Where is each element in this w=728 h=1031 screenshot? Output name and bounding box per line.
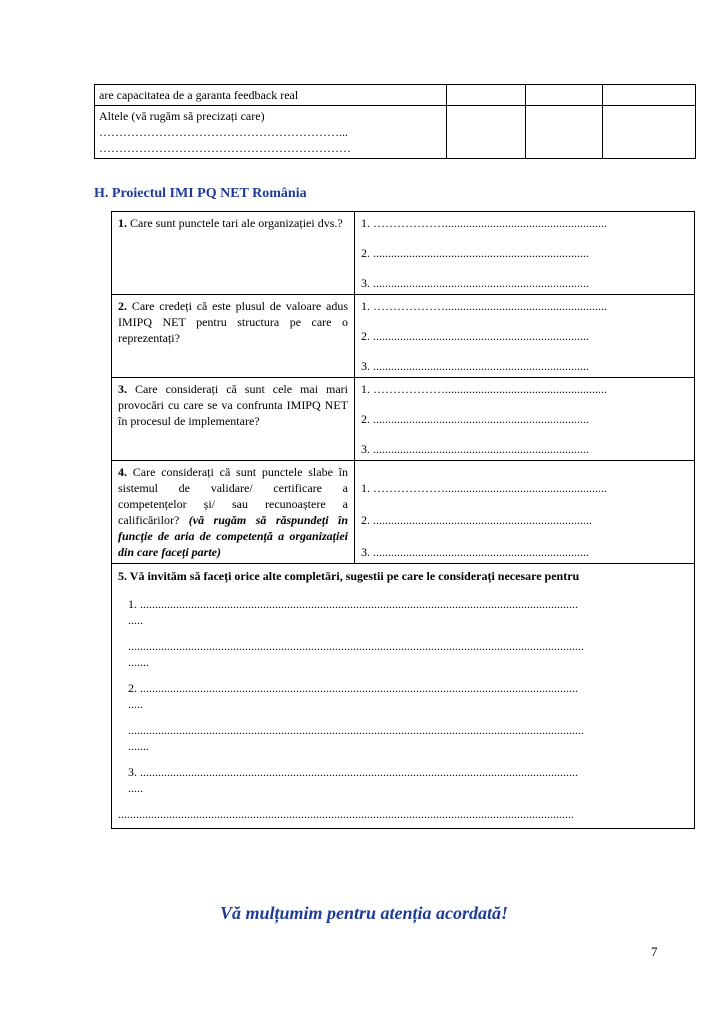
- answer-cell: [355, 212, 695, 295]
- previous-section-table: [94, 84, 696, 159]
- question-row: [112, 378, 695, 461]
- question-row: [112, 461, 695, 564]
- answer-line[interactable]: 3. ........................................................................: [361, 545, 589, 559]
- answer-line[interactable]: 3. ........................................................................: [361, 276, 589, 290]
- answer-line[interactable]: .....: [128, 697, 143, 711]
- other-dots-line[interactable]: ………………………………………………………: [99, 141, 351, 155]
- answer-line[interactable]: ........................................................................................................................................................: [118, 807, 574, 821]
- answer-line[interactable]: ........................................................................................................................................................: [128, 639, 584, 653]
- page-number: 7: [651, 944, 658, 959]
- answer-line[interactable]: 1. ………………......................................................: [361, 481, 607, 495]
- answer-line[interactable]: 3. ..................................................................................................................................................: [128, 765, 578, 779]
- answer-line[interactable]: .......: [128, 655, 149, 669]
- question-text: Care sunt punctele tari ale organizației dvs.?: [130, 216, 343, 230]
- question-5-cell: [112, 564, 695, 829]
- answer-line[interactable]: 2. ........................................................................: [361, 329, 589, 343]
- question-text: Care considerați că sunt punctele slabe în sistemul de validare/ certificare a competențelor și/ sau recunoaștere a calificărilor?: [118, 465, 349, 527]
- question-number: 2.: [118, 299, 127, 313]
- question-number: 4.: [118, 465, 127, 479]
- answer-cell[interactable]: [526, 85, 603, 106]
- answer-cell[interactable]: [526, 106, 603, 159]
- answer-cell[interactable]: [603, 85, 696, 106]
- answer-cell: [355, 295, 695, 378]
- answer-line[interactable]: 3. ........................................................................: [361, 359, 589, 373]
- answer-line[interactable]: 1. ………………......................................................: [361, 382, 607, 396]
- section-heading: H. Proiectul IMI PQ NET România: [94, 186, 307, 201]
- answer-cell[interactable]: [447, 106, 526, 159]
- answer-cell[interactable]: [447, 85, 526, 106]
- answer-cell: [355, 378, 695, 461]
- answer-line[interactable]: 3. ........................................................................: [361, 442, 589, 456]
- other-dots-line[interactable]: ……………………………………………………...: [99, 125, 348, 139]
- question-row: [112, 295, 695, 378]
- question-cell: [112, 212, 355, 295]
- answer-line[interactable]: 2. ........................................................................: [361, 412, 589, 426]
- question-row: [112, 564, 695, 829]
- question-cell: [112, 295, 355, 378]
- other-label: Altele (vă rugăm să precizați care): [99, 109, 265, 123]
- answer-line[interactable]: 2. ..................................................................................................................................................: [128, 681, 578, 695]
- answer-line[interactable]: 2. .........................................................................: [361, 513, 592, 527]
- answer-line[interactable]: .....: [128, 781, 143, 795]
- answer-line[interactable]: 2. ........................................................................: [361, 246, 589, 260]
- table-row: [95, 85, 696, 106]
- question-cell: [112, 378, 355, 461]
- question-5-title: 5. Vă invităm să faceți orice alte completări, sugestii pe care le considerați necesare pentru: [118, 569, 580, 583]
- table-row: [95, 106, 696, 159]
- question-row: [112, 212, 695, 295]
- question-text: Care considerați că sunt cele mai mari provocări cu care se va confrunta IMIPQ NET în procesul de implementare?: [118, 382, 348, 428]
- answer-cell[interactable]: [603, 106, 696, 159]
- question-cell: [112, 461, 355, 564]
- answer-line[interactable]: 1. ..................................................................................................................................................: [128, 597, 578, 611]
- answer-line[interactable]: 1. ………………......................................................: [361, 299, 607, 313]
- answer-line[interactable]: .......: [128, 739, 149, 753]
- answer-cell: [355, 461, 695, 564]
- row-label-other: [95, 106, 447, 159]
- question-number: 3.: [118, 382, 127, 396]
- row-label: are capacitatea de a garanta feedback real: [95, 85, 447, 106]
- question-number: 1.: [118, 216, 127, 230]
- questionnaire-table: [111, 211, 695, 829]
- question-text: Care credeți că este plusul de valoare adus IMIPQ NET pentru structura pe care o reprezentați?: [118, 299, 349, 345]
- answer-line[interactable]: ........................................................................................................................................................: [128, 723, 584, 737]
- answer-line[interactable]: .....: [128, 613, 143, 627]
- question-note: (vă rugăm să răspundeți în funcție de aria de competență a organizației din care faceți parte): [118, 513, 348, 559]
- answer-line[interactable]: 1. ………………......................................................: [361, 216, 607, 230]
- thank-you-message: Vă mulțumim pentru atenția acordată!: [219, 903, 509, 923]
